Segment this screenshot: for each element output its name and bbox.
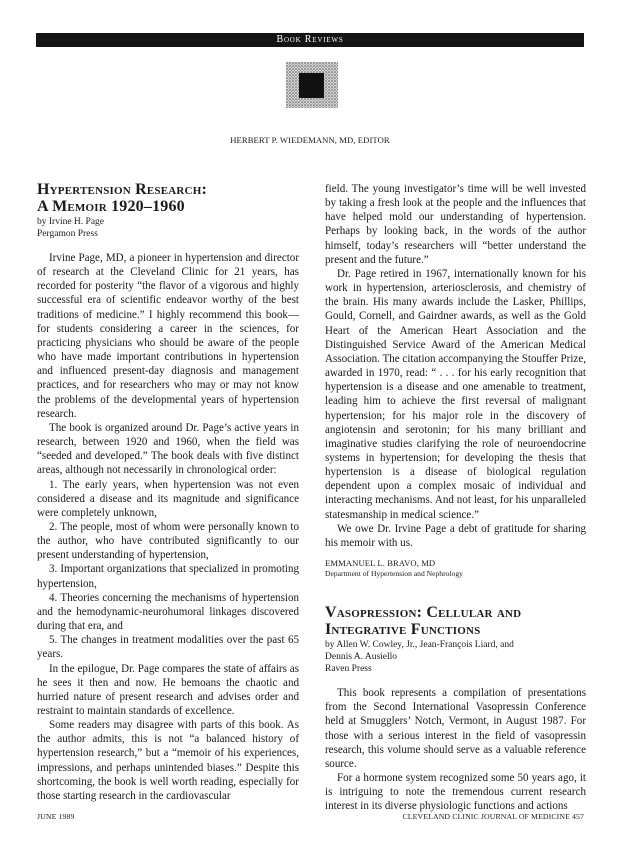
body-paragraph: Some readers may disagree with parts of this book. As the author admits, this is not “a balanced history of hypertension research,” but a “memoir of his experiences, impressions, and perhaps unintended biases.” Despite this shortcoming, the book is well worth reading, especially for those starting research in the cardiovascular bbox=[37, 719, 299, 802]
reviewer-department: Department of Hypertension and Nephrology bbox=[325, 569, 463, 579]
book-reviews-logo bbox=[286, 62, 338, 108]
left-column bbox=[37, 182, 299, 803]
body-paragraph: In the epilogue, Dr. Page compares the state of affairs as he sees it then and now. He bemoans the chaotic and hurried nature of present research and advises order and restraint to maintain standards of excellence. bbox=[37, 662, 299, 717]
article-title bbox=[325, 605, 586, 638]
article-title-line: Integrative Functions bbox=[325, 620, 481, 638]
list-item: 2. The people, most of whom were personally known to the author, who have contributed significantly to our present understanding of hypertension, bbox=[37, 520, 299, 562]
article-byline: by Irvine H. Page bbox=[37, 217, 105, 227]
byline-line: by Allen W. Cowley, Jr., Jean-François Liard, and bbox=[325, 640, 514, 651]
article-title bbox=[37, 182, 299, 215]
body-paragraph: For a hormone system recognized some 50 years ago, it is intriguing to note the tremendous current research interest in its diverse physiologic functions and actions bbox=[325, 772, 586, 813]
list-item: 5. The changes in treatment modalities over the past 65 years. bbox=[37, 634, 299, 661]
reviewer-name: EMMANUEL L. BRAVO, MD bbox=[325, 558, 436, 569]
body-paragraph: We owe Dr. Irvine Page a debt of gratitude for sharing his memoir with us. bbox=[325, 522, 586, 549]
article-byline bbox=[325, 639, 586, 663]
article-title-line: A Memoir 1920–1960 bbox=[37, 197, 185, 215]
article-publisher: Pergamon Press bbox=[37, 229, 98, 239]
article-publisher: Raven Press bbox=[325, 664, 372, 675]
section-title: Book Reviews bbox=[276, 34, 344, 45]
footer-date: JUNE 1989 bbox=[37, 812, 75, 821]
body-paragraph: Irvine Page, MD, a pioneer in hypertension and director of research at the Cleveland Clinic for 21 years, has recorded for posterity “the flavor of a vigorous and highly successful era of scientific endeavor worthy of the best traditions of medicine.” I highly recommend this book—for students considering a career in the sciences, for practicing physicians who should be aware of the people who have made important contributions in hypertension and influenced present-day diagnosis and management practices, and for researchers who may or may not know the problems of the developmental years of hypertension research. bbox=[37, 252, 299, 420]
article-title-line: Vasopression: Cellular and bbox=[325, 604, 522, 622]
editor-credit: HERBERT P. WIEDEMANN, MD, EDITOR bbox=[230, 135, 390, 145]
list-item: 4. Theories concerning the mechanisms of hypertension and the hemodynamic-neurohumoral linkages discovered during that era, and bbox=[37, 591, 299, 633]
section-header-bar bbox=[36, 33, 584, 47]
footer-journal-page: CLEVELAND CLINIC JOURNAL OF MEDICINE 457 bbox=[402, 812, 584, 821]
byline-line: Dennis A. Ausiello bbox=[325, 652, 398, 663]
right-column bbox=[325, 182, 586, 813]
list-item: 3. Important organizations that specialized in promoting hypertension, bbox=[37, 563, 299, 590]
body-paragraph: The book is organized around Dr. Page’s active years in research, between 1920 and 1960, when the field was “seeded and developed.” The book deals with five distinct areas, although not necessarily in chronological order: bbox=[37, 421, 299, 477]
body-paragraph: This book represents a compilation of presentations from the Second International Vasopressin Conference held at Smugglers’ Notch, Vermont, in August 1987. For those with a serious interest in the field of vasopressin research, this volume should serve as a valuable reference source. bbox=[325, 687, 586, 770]
body-paragraph: Dr. Page retired in 1967, internationally known for his work in hypertension, arteriosclerosis, and chemistry of the brain. His many awards include the Lasker, Phillips, Gould, Cornell, and Gairdner awards, as well as the Gold Heart of the American Heart Association and the Distinguished Service Award of the American Medical Association. The citation accompanying the Stouffer Prize, awarded in 1970, read: “ . . . for his early recognition that hypertension is a disease and one amenable to treatment, leading him to achieve the first reversal of malignant hypertension; for his major role in the discovery of angiotensin and serotonin; for his many brilliant and imaginative studies clarifying the role of neuroendocrine systems in hypertension; for developing the thesis that hypertension is a disease of biological regulation dependent upon a complex mosaic of individual and interacting mechanisms. And not least, for his unparalleled statesmanship in medical science.” bbox=[325, 267, 586, 521]
body-paragraph: field. The young investigator’s time will be well invested by taking a fresh look at the people and the influences that have helped mold our understanding of hypertension. Perhaps by looking back, in the words of the author himself, today’s researchers will “better understand the present and the future.” bbox=[325, 183, 586, 266]
list-item: 1. The early years, when hypertension was not even considered a disease and its magnitude and significance were completely unknown, bbox=[37, 478, 299, 519]
article-title-line: Hypertension Research: bbox=[37, 181, 207, 198]
